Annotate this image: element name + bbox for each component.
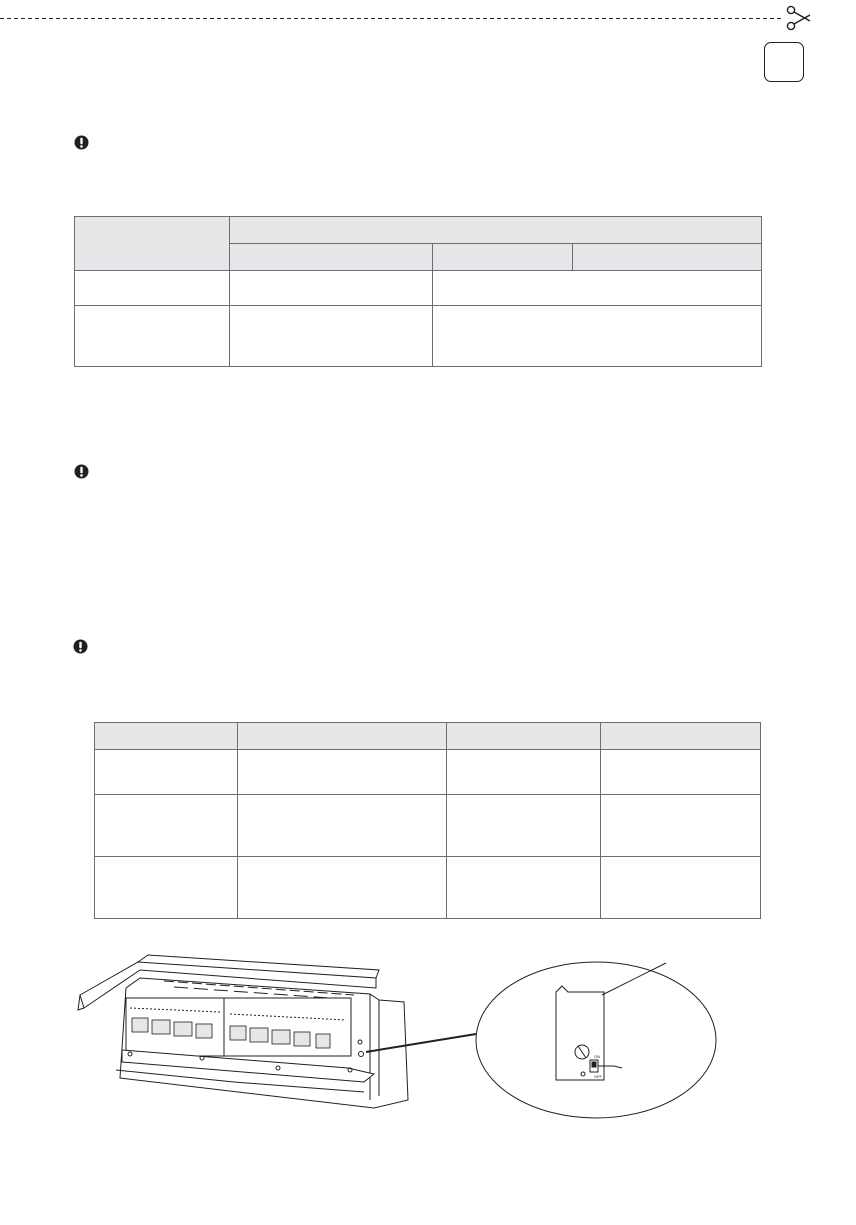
table-2-cell [601, 795, 761, 857]
switch-label-off: OFF [594, 1074, 602, 1079]
scissors-icon [787, 6, 810, 29]
table-1-header-cell [230, 217, 762, 244]
table-1-cell [433, 271, 762, 306]
table-2-cell [447, 857, 601, 919]
cut-line [0, 0, 856, 60]
exclamation-icon [73, 639, 88, 654]
table-row [75, 271, 762, 306]
table-1-cell [433, 306, 762, 367]
table-2-cell [238, 750, 447, 795]
table-2-cell [601, 750, 761, 795]
table-row [95, 795, 761, 857]
table-1-subheader-cell [230, 244, 433, 271]
table-2-cell [95, 857, 238, 919]
indoor-unit-illustration [74, 950, 724, 1120]
table-2-cell [238, 857, 447, 919]
table-2-header-cell [601, 723, 761, 750]
table-2-cell [95, 795, 238, 857]
table-2 [94, 722, 761, 919]
table-2-cell [601, 857, 761, 919]
switch-label-on: ON [594, 1054, 600, 1059]
exclamation-icon [74, 135, 89, 150]
table-row [75, 306, 762, 367]
language-tab-box [764, 42, 804, 82]
table-1-subheader-cell [433, 244, 573, 271]
table-1-header-cell [75, 217, 230, 271]
switch-icon [590, 1060, 598, 1072]
table-2-header-cell [238, 723, 447, 750]
table-2-cell [447, 750, 601, 795]
unit-body [116, 978, 408, 1108]
table-row [95, 750, 761, 795]
table-2-header-cell [95, 723, 238, 750]
exclamation-icon [74, 464, 89, 479]
table-1-subheader-cell [573, 244, 762, 271]
magnifier [476, 962, 716, 1118]
table-1-cell [75, 306, 230, 367]
table-1-cell [230, 271, 433, 306]
table-1 [74, 216, 762, 367]
table-1-cell [75, 271, 230, 306]
table-1-cell [230, 306, 433, 367]
table-2-cell [447, 795, 601, 857]
table-2-cell [238, 795, 447, 857]
table-row [95, 857, 761, 919]
table-2-cell [95, 750, 238, 795]
table-2-header-cell [447, 723, 601, 750]
